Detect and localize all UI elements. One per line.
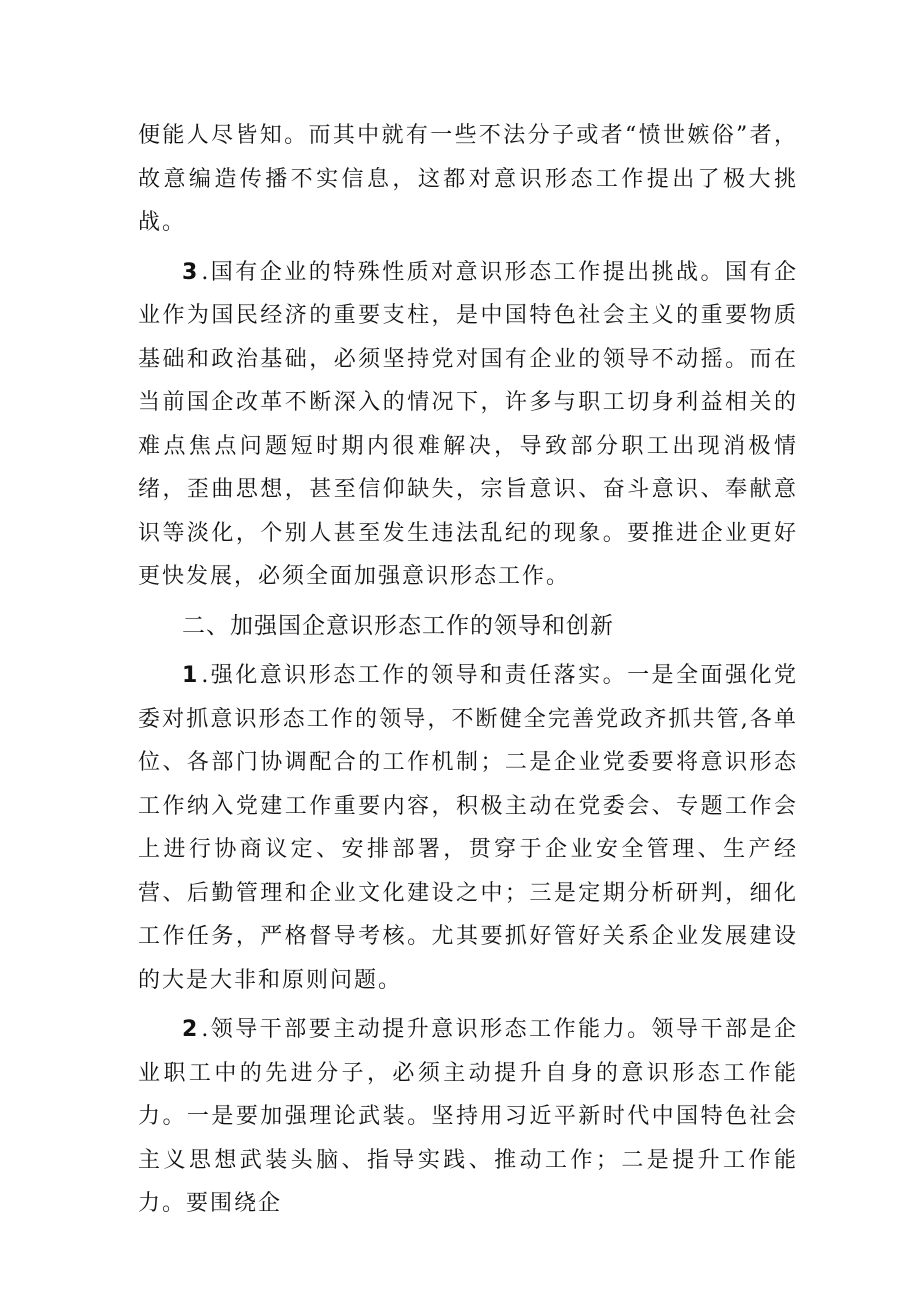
paragraph-number: 1 (182, 663, 198, 688)
paragraph-continuation (138, 114, 798, 245)
section-heading: 二、加强国企意识形态工作的领导和创新 (182, 612, 614, 639)
paragraph-number: 3 (182, 259, 198, 285)
paragraph-number: 2 (182, 1017, 198, 1042)
paragraph-text: .国有企业的特殊性质对意识形态工作提出挑战。国有企业作为国民经济的重要支柱，是中国特色社会主义的重要物质基础和政治基础，必须坚持党对国有企业的领导不动摇。而在当前国企改革不断深入的情况下，许多与职工切身利益相关的难点焦点问题短时期内很难解决，导致部分职工出现消极情绪，歪曲思想，甚至信仰缺失，宗旨意识、奋斗意识、奉献意识等淡化，个别人甚至发生违法乱纪的现象。要推进企业更好更快发展，必须全面加强意识形态工作。 (138, 259, 798, 589)
paragraph-item-1 (138, 654, 798, 1002)
paragraph-text: 便能人尽皆知。而其中就有一些不法分子或者“愤世嫉俗”者，故意编造传播不实信息，这都对意识形态工作提出了极大挑战。 (138, 123, 798, 235)
document-body (138, 114, 798, 1226)
paragraph-item-2 (138, 1008, 798, 1226)
paragraph-text: .领导干部要主动提升意识形态工作能力。领导干部是企业职工中的先进分子，必须主动提升自身的意识形态工作能力。一是要加强理论武装。坚持用习近平新时代中国特色社会主义思想武装头脑、指导实践、推动工作；二是提升工作能力。要围绕企 (138, 1017, 798, 1216)
paragraph-item-3 (138, 251, 798, 599)
paragraph-text: .强化意识形态工作的领导和责任落实。一是全面强化党委对抓意识形态工作的领导，不断健全完善党政齐抓共管,各单位、各部门协调配合的工作机制；二是企业党委要将意识形态工作纳入党建工作重要内容，积极主动在党委会、专题工作会上进行协商议定、安排部署，贯穿于企业安全管理、生产经营、后勤管理和企业文化建设之中；三是定期分析研判，细化工作任务，严格督导考核。尤其要抓好管好关系企业发展建设的大是大非和原则问题。 (138, 663, 798, 993)
